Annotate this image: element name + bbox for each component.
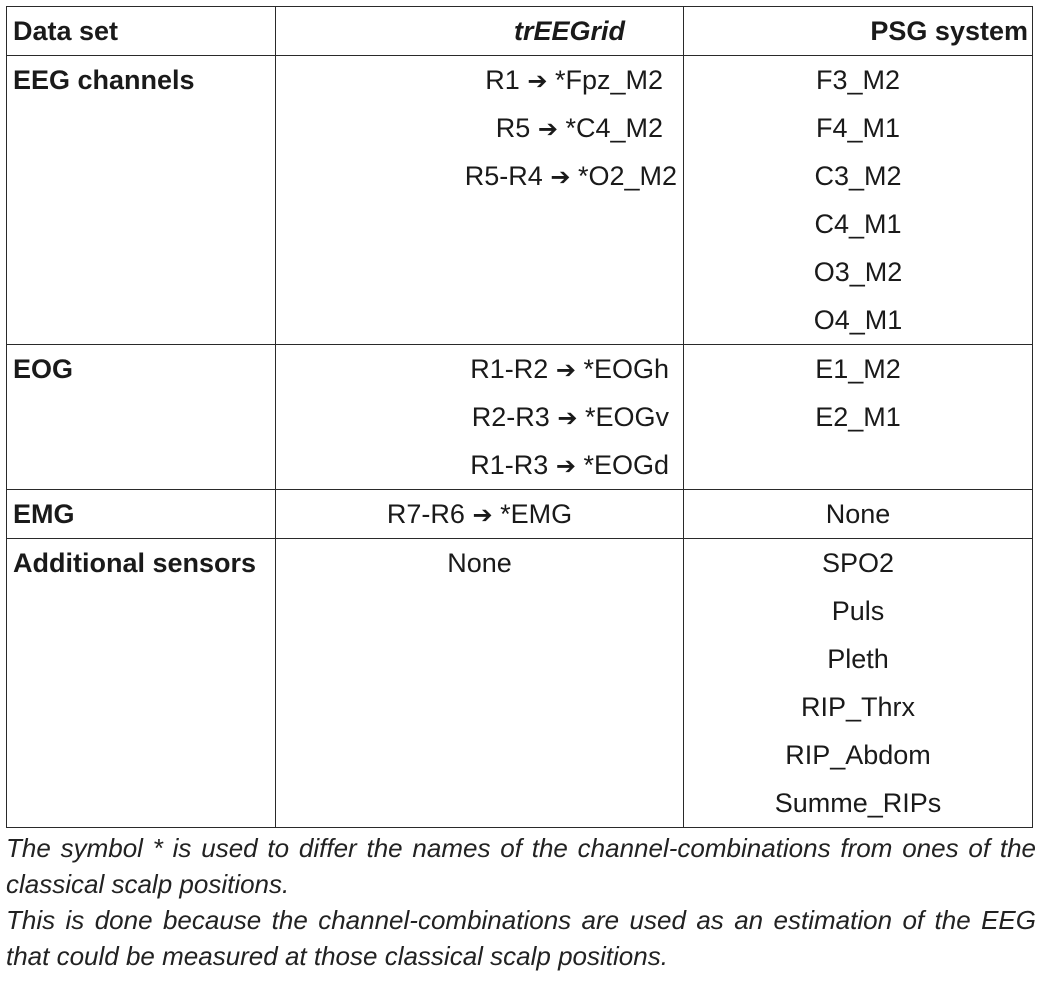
treegrid-mapping [276, 345, 677, 393]
treegrid-none: None [447, 548, 512, 578]
psg-channel: E2_M1 [815, 402, 901, 432]
treegrid-cell-eeg [276, 56, 684, 345]
row-label-additional-sensors: Additional sensors [7, 539, 276, 828]
channel-table [6, 6, 1033, 828]
header-psg-system: PSG system [684, 7, 1033, 56]
row-label-eog: EOG [7, 345, 276, 490]
psg-channel: F4_M1 [815, 113, 901, 143]
table-row [7, 345, 1033, 490]
mapping-from: R5 [495, 113, 531, 143]
treegrid-mapping [276, 393, 677, 441]
mapping-to: *EOGd [583, 450, 669, 480]
treegrid-mapping [276, 490, 683, 538]
psg-cell-additional [684, 539, 1033, 828]
mapping-from: R1 [485, 65, 520, 95]
table-row [7, 56, 1033, 345]
mapping-to: *C4_M2 [565, 113, 663, 143]
table-row [7, 490, 1033, 539]
treegrid-mapping [276, 152, 677, 200]
psg-channel: Puls [831, 596, 885, 626]
treegrid-mapping [276, 56, 677, 104]
mapping-to: *EMG [500, 499, 573, 529]
treegrid-cell-additional [276, 539, 684, 828]
psg-channel: C3_M2 [814, 161, 902, 191]
header-treegrid: trEEGrid [276, 7, 684, 56]
arrow-right-icon: ➔ [550, 163, 571, 191]
footnote: This is done because the channel-combinations are used as an estimation of the EEG that could be measured at those classical scalp positions. [6, 905, 1036, 971]
arrow-right-icon: ➔ [555, 452, 576, 480]
mapping-to: *O2_M2 [577, 161, 677, 191]
treegrid-cell-eog [276, 345, 684, 490]
psg-channel: None [825, 499, 891, 529]
mapping-to: *EOGh [583, 354, 669, 384]
psg-cell-eeg [684, 56, 1033, 345]
mapping-to: *EOGv [584, 402, 669, 432]
psg-channel: SPO2 [821, 548, 895, 578]
treegrid-cell-emg [276, 490, 684, 539]
psg-cell-emg [684, 490, 1033, 539]
psg-channel: F3_M2 [815, 65, 901, 95]
arrow-right-icon: ➔ [537, 115, 558, 143]
footnote: The symbol * is used to differ the names of the channel-combinations from ones of the classical scalp positions. [6, 833, 1036, 899]
arrow-right-icon: ➔ [527, 67, 548, 95]
header-row [7, 7, 1033, 56]
header-data-set: Data set [7, 7, 276, 56]
treegrid-mapping [276, 441, 677, 489]
psg-channel: C4_M1 [814, 209, 902, 239]
psg-channel: Summe_RIPs [774, 788, 942, 818]
psg-channel: O3_M2 [813, 257, 903, 287]
arrow-right-icon: ➔ [555, 356, 576, 384]
mapping-to: *Fpz_M2 [554, 65, 663, 95]
psg-channel: Pleth [827, 644, 889, 674]
row-label-emg: EMG [7, 490, 276, 539]
mapping-from: R1-R3 [470, 450, 549, 480]
mapping-from: R5-R4 [464, 161, 543, 191]
psg-channel: RIP_Abdom [785, 740, 931, 770]
psg-cell-eog [684, 345, 1033, 490]
table-row [7, 539, 1033, 828]
arrow-right-icon: ➔ [472, 501, 493, 529]
psg-channel: O4_M1 [813, 305, 903, 335]
mapping-from: R7-R6 [386, 499, 465, 529]
mapping-from: R1-R2 [470, 354, 549, 384]
psg-channel: E1_M2 [815, 354, 901, 384]
mapping-from: R2-R3 [471, 402, 550, 432]
table-footnotes [6, 830, 1036, 974]
treegrid-mapping [276, 104, 677, 152]
arrow-right-icon: ➔ [557, 404, 578, 432]
row-label-eeg-channels: EEG channels [7, 56, 276, 345]
psg-channel: RIP_Thrx [800, 692, 916, 722]
